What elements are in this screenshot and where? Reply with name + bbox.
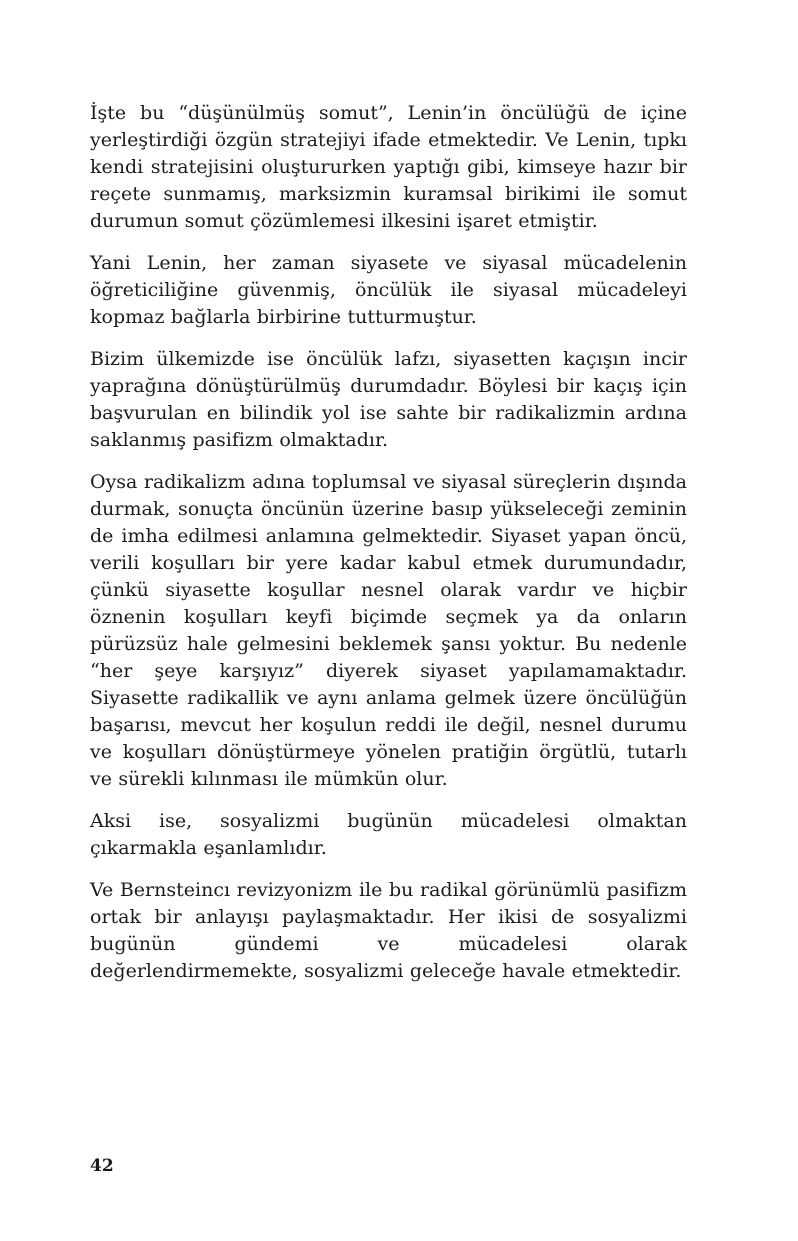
paragraph: Oysa radikalizm adına toplumsal ve siyasal süreçlerin dışında durmak, sonuçta öncünün üzerine basıp yükseleceği zeminin de imha edilmesi anlamına gelmektedir. Siyaset yapan öncü, verili koşulları bir yere kadar kabul etmek durumundadır, çünkü siyasette koşullar nesnel olarak vardır ve hiçbir öznenin koşulları keyfi biçimde seçmek ya da onların pürüzsüz hale gelmesini beklemek şansı yoktur. Bu nedenle “her şeye karşıyız” diyerek siyaset yapılamamaktadır. Siyasette radikallik ve aynı anlama gelmek üzere öncülüğün başarısı, mevcut her koşulun reddi ile değil, nesnel durumu ve koşulları dönüştürmeye yönelen pratiğin örgütlü, tutarlı ve sürekli kılınması ile mümkün olur.	[90, 471, 687, 790]
paragraph: Yani Lenin, her zaman siyasete ve siyasal mücadelenin öğreticiliğine güvenmiş, öncülük ile siyasal mücadeleyi kopmaz bağlarla birbirine tutturmuştur.	[90, 252, 687, 328]
paragraph: Ve Bernsteincı revizyonizm ile bu radikal görünümlü pasifizm ortak bir anlayışı paylaşmaktadır. Her ikisi de sosyalizmi bugünün gündemi ve mücadelesi olarak değerlendirmemekte, sosyalizmi geleceğe havale etmektedir.	[90, 879, 687, 982]
paragraph: Aksi ise, sosyalizmi bugünün mücadelesi olmaktan çıkarmakla eşanlamlıdır.	[90, 810, 687, 859]
body-text	[90, 100, 687, 1000]
paragraph: İşte bu “düşünülmüş somut”, Lenin’in öncülüğü de içine yerleştirdiği özgün stratejiyi ifade etmektedir. Ve Lenin, tıpkı kendi stratejisini oluştururken yaptığı gibi, kimseye hazır bir reçete sunmamış, marksizmin kuramsal birikimi ile somut durumun somut çözümlemesi ilkesini işaret etmiştir.	[90, 102, 687, 232]
paragraph: Bizim ülkemizde ise öncülük lafzı, siyasetten kaçışın incir yaprağına dönüştürülmüş durumdadır. Böylesi bir kaçış için başvurulan en bilindik yol ise sahte bir radikalizmin ardına saklanmış pasifizm olmaktadır.	[90, 348, 687, 451]
page-number: 42	[90, 1156, 114, 1176]
